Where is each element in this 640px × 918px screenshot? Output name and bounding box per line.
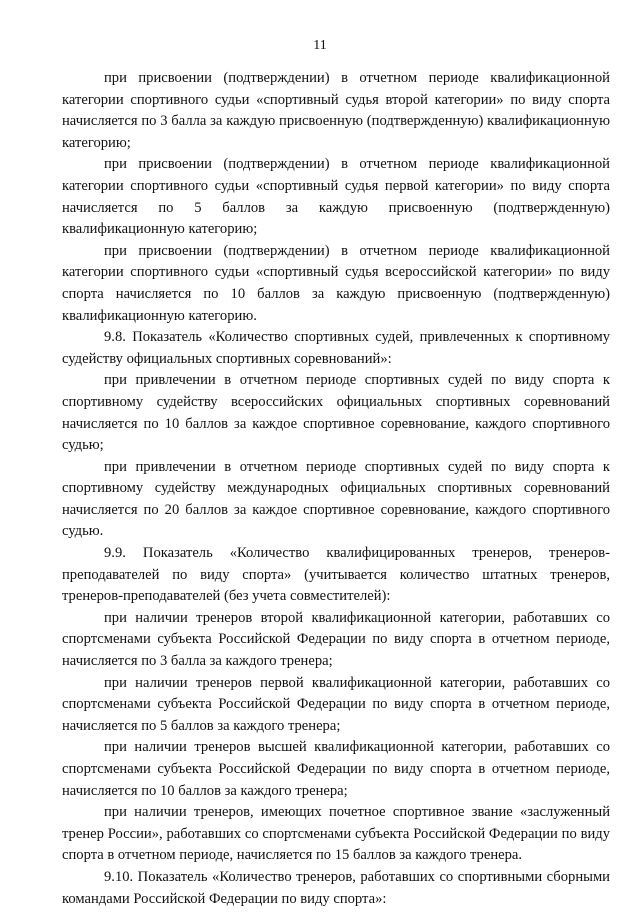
paragraph-referee-national-category: при присвоении (подтверждении) в отчетном периоде квалификационной категории спортивного судьи «спортивный судья всероссийской категории» по виду спорта начисляется по 10 баллов за каждую присвоенную (подтвержденную) квалификационную категорию.	[62, 242, 610, 324]
paragraph-section-9-9-heading: 9.9. Показатель «Количество квалифицированных тренеров, тренеров-преподавателей по виду спорта» (учитывается количество штатных тренеров, тренеров-преподавателей (без учета совместителей):	[62, 545, 610, 605]
paragraph-section-9-8-heading: 9.8. Показатель «Количество спортивных судей, привлеченных к спортивному судейству официальных спортивных соревнований»:	[62, 329, 610, 367]
paragraph-honored-coach: при наличии тренеров, имеющих почетное спортивное звание «заслуженный тренер России», работавших со спортсменами субъекта Российской Федерации по виду спорта в отчетном периоде, начисляется по 15 баллов за каждого тренера.	[62, 804, 610, 864]
document-body	[62, 68, 610, 910]
paragraph-coach-first-category: при наличии тренеров первой квалификационной категории, работавших со спортсменами субъекта Российской Федерации по виду спорта в отчетном периоде, начисляется по 5 баллов за каждого тренера;	[62, 674, 610, 734]
paragraph-referee-first-category: при присвоении (подтверждении) в отчетном периоде квалификационной категории спортивного судьи «спортивный судья первой категории» по виду спорта начисляется по 5 баллов за каждую присвоенную (подтвержденную) квалификационную категорию;	[62, 156, 610, 238]
paragraph-referee-second-category: при присвоении (подтверждении) в отчетном периоде квалификационной категории спортивного судьи «спортивный судья второй категории» по виду спорта начисляется по 3 балла за каждую присвоенную (подтвержденную) квалификационную категорию;	[62, 70, 610, 151]
page-number: 11	[313, 38, 327, 53]
paragraph-section-9-10-heading: 9.10. Показатель «Количество тренеров, работавших со спортивными сборными командами Российской Федерации по виду спорта»:	[62, 868, 610, 907]
paragraph-coach-second-category: при наличии тренеров второй квалификационной категории, работавших со спортсменами субъекта Российской Федерации по виду спорта в отчетном периоде, начисляется по 3 балла за каждого тренера;	[62, 609, 610, 670]
paragraph-coach-highest-category: при наличии тренеров высшей квалификационной категории, работавших со спортсменами субъекта Российской Федерации по виду спорта в отчетном периоде, начисляется по 10 баллов за каждого тренера;	[62, 739, 610, 799]
paragraph-international-competitions: при привлечении в отчетном периоде спортивных судей по виду спорта к спортивному судейству международных официальных спортивных соревнований начисляется по 20 баллов за каждое спортивное соревнование, каждого спортивного судью.	[62, 458, 610, 540]
paragraph-national-competitions: при привлечении в отчетном периоде спортивных судей по виду спорта к спортивному судейству всероссийских официальных спортивных соревнований начисляется по 10 баллов за каждое спортивное соревнование, каждого спортивного судью;	[62, 372, 610, 454]
